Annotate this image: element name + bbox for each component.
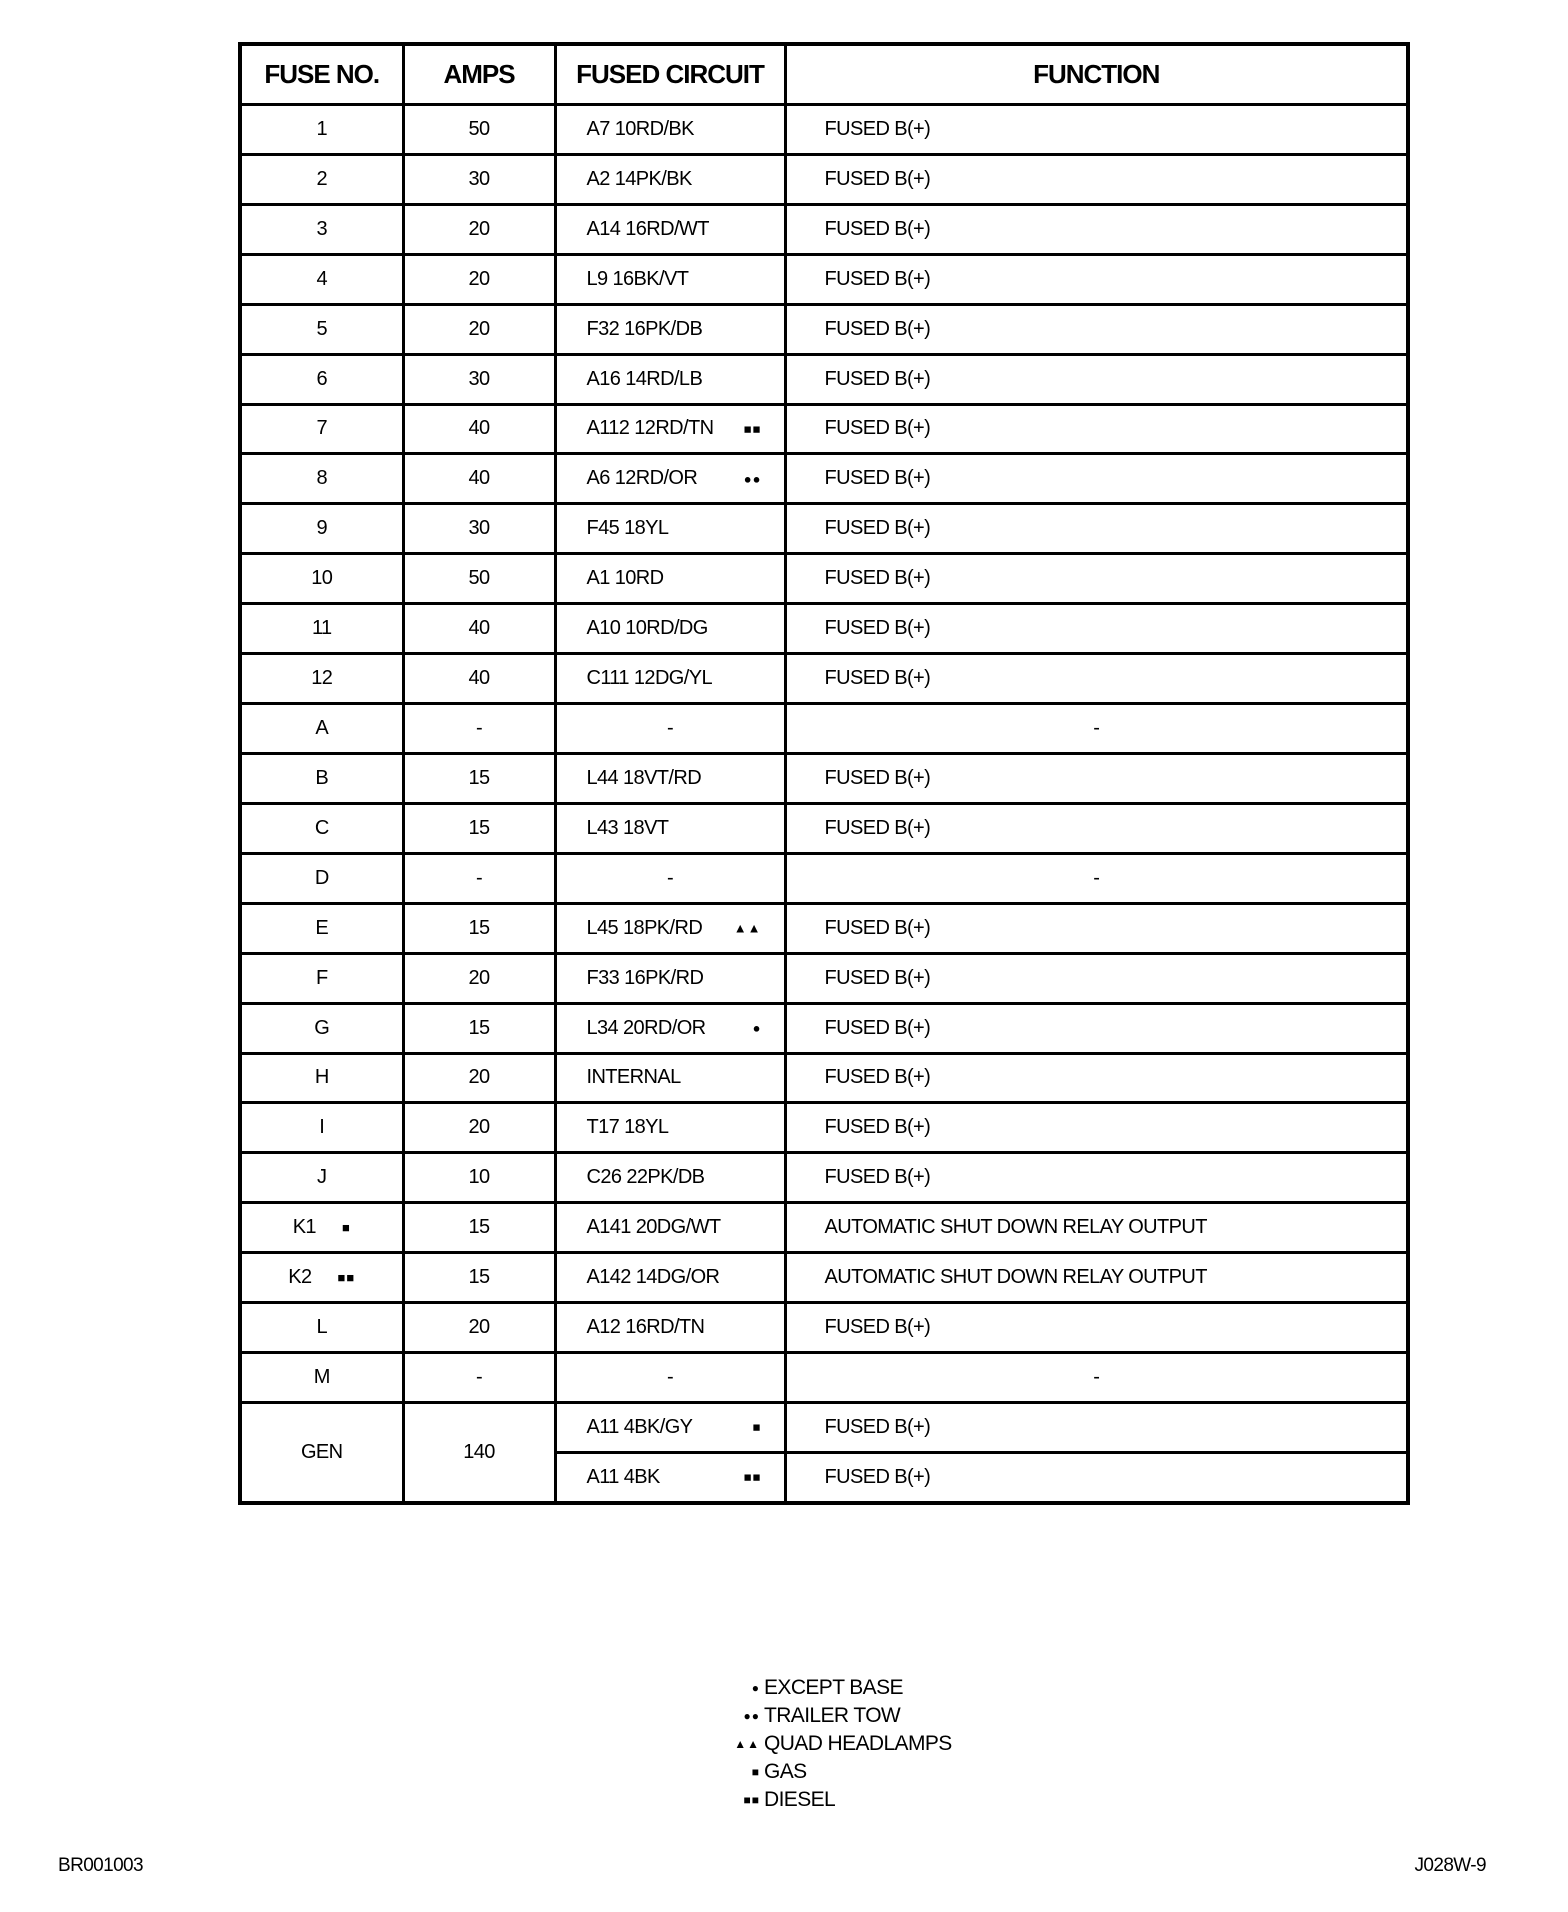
fuse-number: D — [314, 866, 329, 889]
fuse-number: E — [315, 916, 329, 939]
fused-circuit: C111 12DG/YL — [586, 667, 712, 690]
fuse-number-cell — [240, 1003, 403, 1053]
fuse-number-cell: GEN — [240, 1402, 403, 1503]
table-row — [240, 1303, 1408, 1353]
fused-circuit-cell — [555, 803, 785, 853]
table-row — [240, 853, 1408, 903]
fuse-mark-symbol: ■■ — [337, 1270, 356, 1286]
function-cell: FUSED B(+) — [785, 304, 1408, 354]
fuse-number: 10 — [311, 567, 333, 590]
fused-circuit-cell — [555, 753, 785, 803]
fused-circuit-cell — [555, 1303, 785, 1353]
circuit-mark-symbol: ● — [752, 1020, 762, 1036]
function-cell: FUSED B(+) — [785, 254, 1408, 304]
fused-circuit-cell — [555, 1153, 785, 1203]
fused-circuit-cell — [555, 1053, 785, 1103]
fused-circuit-cell — [555, 1452, 785, 1503]
function-cell: FUSED B(+) — [785, 454, 1408, 504]
fuse-number: J — [317, 1166, 327, 1189]
fused-circuit-cell — [555, 1203, 785, 1253]
function-cell: FUSED B(+) — [785, 154, 1408, 204]
fuse-number: 5 — [316, 317, 328, 340]
legend-symbol: ■ — [751, 1765, 760, 1779]
fuse-number-cell — [240, 753, 403, 803]
amps-cell: 15 — [403, 1203, 555, 1253]
function-cell: FUSED B(+) — [785, 404, 1408, 454]
amps-cell: - — [403, 853, 555, 903]
fused-circuit-cell — [555, 654, 785, 704]
amps-cell: 20 — [403, 204, 555, 254]
fused-circuit-cell — [555, 903, 785, 953]
amps-cell: 40 — [403, 454, 555, 504]
fuse-table — [238, 42, 1410, 1505]
fuse-number-cell — [240, 1053, 403, 1103]
function-cell: FUSED B(+) — [785, 1402, 1408, 1452]
amps-cell: 30 — [403, 354, 555, 404]
function-cell: FUSED B(+) — [785, 1303, 1408, 1353]
fuse-number: G — [314, 1016, 330, 1039]
figure-code-left: BR001003 — [58, 1855, 143, 1876]
legend-label: QUAD HEADLAMPS — [764, 1732, 952, 1755]
amps-cell: 10 — [403, 1153, 555, 1203]
fuse-mark-symbol: ■ — [341, 1220, 351, 1236]
function-cell: FUSED B(+) — [785, 1452, 1408, 1503]
amps-cell: 15 — [403, 1003, 555, 1053]
fused-circuit-cell — [555, 404, 785, 454]
fused-circuit-cell — [555, 1353, 785, 1403]
table-row — [240, 154, 1408, 204]
fused-circuit: A16 14RD/LB — [586, 367, 703, 390]
table-row — [240, 1103, 1408, 1153]
amps-cell: 15 — [403, 1253, 555, 1303]
legend-item — [728, 1758, 952, 1786]
function-cell: FUSED B(+) — [785, 604, 1408, 654]
fused-circuit-cell — [555, 504, 785, 554]
legend-label: DIESEL — [764, 1788, 836, 1811]
fused-circuit: A10 10RD/DG — [586, 617, 708, 640]
table-row — [240, 504, 1408, 554]
legend-symbol: ▲▲ — [734, 1737, 760, 1751]
legend-symbol: ■■ — [743, 1793, 760, 1807]
amps-cell: 20 — [403, 304, 555, 354]
fused-circuit: A6 12RD/OR — [586, 467, 698, 490]
legend-symbol: ●● — [743, 1709, 760, 1723]
fused-circuit: - — [666, 866, 674, 889]
fuse-number-cell — [240, 903, 403, 953]
table-row — [240, 1003, 1408, 1053]
fuse-number-cell — [240, 554, 403, 604]
function-cell: - — [785, 704, 1408, 754]
table-row — [240, 304, 1408, 354]
table-row — [240, 753, 1408, 803]
amps-cell: 15 — [403, 753, 555, 803]
fuse-number: M — [313, 1366, 330, 1388]
function-cell: FUSED B(+) — [785, 803, 1408, 853]
fuse-number-cell — [240, 654, 403, 704]
table-row — [240, 1153, 1408, 1203]
fused-circuit: L45 18PK/RD — [586, 916, 703, 939]
function-cell: FUSED B(+) — [785, 953, 1408, 1003]
table-row — [240, 354, 1408, 404]
fused-circuit: INTERNAL — [586, 1066, 681, 1089]
fused-circuit-cell — [555, 354, 785, 404]
fuse-table-body — [240, 105, 1408, 1504]
fuse-number-cell — [240, 154, 403, 204]
fuse-number-cell — [240, 105, 403, 155]
fused-circuit: C26 22PK/DB — [586, 1166, 705, 1189]
table-row — [240, 604, 1408, 654]
fuse-number-cell — [240, 354, 403, 404]
function-cell: FUSED B(+) — [785, 554, 1408, 604]
fuse-number-cell — [240, 1153, 403, 1203]
amps-cell: 20 — [403, 953, 555, 1003]
fused-circuit: A14 16RD/WT — [586, 217, 709, 240]
amps-cell: - — [403, 1353, 555, 1403]
fused-circuit-cell — [555, 254, 785, 304]
amps-cell: 50 — [403, 554, 555, 604]
fuse-number-cell — [240, 1203, 403, 1253]
amps-cell: 30 — [403, 154, 555, 204]
circuit-mark-symbol: ▲▲ — [733, 920, 762, 936]
amps-cell: 20 — [403, 254, 555, 304]
fuse-number-cell — [240, 1303, 403, 1353]
fuse-number-cell — [240, 853, 403, 903]
fused-circuit: L34 20RD/OR — [586, 1016, 706, 1039]
fused-circuit-cell — [555, 1253, 785, 1303]
legend-item — [728, 1786, 952, 1814]
amps-cell: 40 — [403, 404, 555, 454]
fuse-number: 6 — [316, 367, 328, 390]
fuse-number-cell — [240, 604, 403, 654]
function-cell: FUSED B(+) — [785, 105, 1408, 155]
fused-circuit: A112 12RD/TN — [586, 417, 714, 440]
function-cell: FUSED B(+) — [785, 504, 1408, 554]
legend-label: EXCEPT BASE — [764, 1676, 903, 1699]
amps-cell: 50 — [403, 105, 555, 155]
fused-circuit: A141 20DG/WT — [586, 1216, 721, 1239]
function-cell: FUSED B(+) — [785, 903, 1408, 953]
figure-code-right: J028W-9 — [1414, 1855, 1486, 1876]
amps-cell: 20 — [403, 1103, 555, 1153]
fuse-number: K1 — [292, 1216, 316, 1239]
fused-circuit-cell — [555, 604, 785, 654]
fused-circuit: A11 4BK/GY — [586, 1415, 693, 1438]
fuse-number-cell — [240, 704, 403, 754]
fused-circuit: F33 16PK/RD — [586, 966, 704, 989]
fused-circuit: F32 16PK/DB — [586, 317, 703, 340]
fuse-number: K2 — [288, 1266, 312, 1289]
amps-cell: 15 — [403, 803, 555, 853]
fuse-number: 7 — [316, 417, 328, 440]
table-row — [240, 554, 1408, 604]
table-row — [240, 953, 1408, 1003]
fuse-number-cell — [240, 953, 403, 1003]
fused-circuit: A142 14DG/OR — [586, 1266, 720, 1289]
fused-circuit-cell — [555, 554, 785, 604]
circuit-mark-symbol: ■ — [752, 1419, 762, 1435]
legend-symbol: ● — [751, 1681, 760, 1695]
table-row — [240, 1253, 1408, 1303]
fuse-number: H — [314, 1066, 329, 1089]
header-fused-circuit: FUSED CIRCUIT — [555, 44, 785, 105]
table-row — [240, 105, 1408, 155]
table-row — [240, 803, 1408, 853]
fuse-number: 9 — [316, 517, 328, 540]
fuse-number: 11 — [311, 617, 332, 640]
amps-cell: 140 — [403, 1402, 555, 1503]
fuse-number: L — [316, 1316, 328, 1339]
legend-label: TRAILER TOW — [764, 1704, 901, 1727]
table-row — [240, 654, 1408, 704]
legend-item — [728, 1730, 952, 1758]
function-cell: AUTOMATIC SHUT DOWN RELAY OUTPUT — [785, 1203, 1408, 1253]
function-cell: FUSED B(+) — [785, 354, 1408, 404]
function-cell: - — [785, 1353, 1408, 1403]
header-function: FUNCTION — [785, 44, 1408, 105]
function-cell: FUSED B(+) — [785, 1003, 1408, 1053]
table-row — [240, 454, 1408, 504]
fuse-number: 4 — [316, 267, 328, 290]
function-cell: AUTOMATIC SHUT DOWN RELAY OUTPUT — [785, 1253, 1408, 1303]
amps-cell: 30 — [403, 504, 555, 554]
table-row — [240, 404, 1408, 454]
fused-circuit: F45 18YL — [586, 517, 669, 540]
function-cell: FUSED B(+) — [785, 204, 1408, 254]
fused-circuit-cell — [555, 105, 785, 155]
fuse-number: 1 — [316, 117, 328, 140]
function-cell: - — [785, 853, 1408, 903]
fused-circuit-cell — [555, 304, 785, 354]
table-row — [240, 1203, 1408, 1253]
fused-circuit-cell — [555, 204, 785, 254]
fused-circuit: A11 4BK — [586, 1465, 660, 1488]
circuit-mark-symbol: ■■ — [743, 421, 762, 437]
legend-item — [728, 1702, 952, 1730]
fused-circuit-cell — [555, 1402, 785, 1452]
fused-circuit: A1 10RD — [586, 567, 664, 590]
header-fuse-no: FUSE NO. — [240, 44, 403, 105]
fuse-number-cell — [240, 254, 403, 304]
fuse-number: 3 — [316, 217, 328, 240]
fused-circuit: A12 16RD/TN — [586, 1316, 705, 1339]
fused-circuit-cell — [555, 1003, 785, 1053]
fuse-number-cell — [240, 1253, 403, 1303]
fuse-number: F — [315, 966, 328, 989]
function-cell: FUSED B(+) — [785, 1103, 1408, 1153]
legend-label: GAS — [764, 1760, 807, 1783]
fuse-number: 8 — [316, 467, 328, 490]
fuse-number-cell — [240, 1103, 403, 1153]
fused-circuit: L9 16BK/VT — [586, 267, 689, 290]
function-cell: FUSED B(+) — [785, 753, 1408, 803]
fused-circuit-cell — [555, 853, 785, 903]
fuse-number: I — [319, 1116, 325, 1139]
amps-cell: 15 — [403, 903, 555, 953]
fused-circuit-cell — [555, 454, 785, 504]
fuse-number-cell — [240, 404, 403, 454]
fused-circuit: L43 18VT — [586, 816, 669, 839]
circuit-mark-symbol: ■■ — [743, 1469, 762, 1485]
table-row — [240, 1053, 1408, 1103]
fused-circuit: - — [666, 1366, 674, 1388]
fuse-number: 2 — [316, 167, 328, 190]
fused-circuit: T17 18YL — [586, 1116, 669, 1139]
function-cell: FUSED B(+) — [785, 1153, 1408, 1203]
fused-circuit: A2 14PK/BK — [586, 167, 692, 190]
header-amps: AMPS — [403, 44, 555, 105]
amps-cell: 40 — [403, 654, 555, 704]
fuse-number-cell — [240, 304, 403, 354]
legend — [728, 1674, 952, 1814]
amps-cell: - — [403, 704, 555, 754]
table-row-gen — [240, 1402, 1408, 1452]
fuse-number-cell — [240, 204, 403, 254]
amps-cell: 20 — [403, 1303, 555, 1353]
function-cell: FUSED B(+) — [785, 1053, 1408, 1103]
legend-item — [728, 1674, 952, 1702]
table-row — [240, 204, 1408, 254]
table-row — [240, 254, 1408, 304]
fused-circuit: A7 10RD/BK — [586, 117, 694, 140]
fused-circuit-cell — [555, 1103, 785, 1153]
fuse-number: B — [315, 766, 329, 789]
fuse-number-cell — [240, 1353, 403, 1403]
fuse-number: A — [315, 717, 329, 740]
fused-circuit-cell — [555, 154, 785, 204]
fuse-number-cell — [240, 504, 403, 554]
fused-circuit: - — [666, 717, 674, 740]
circuit-mark-symbol: ●● — [743, 471, 762, 487]
function-cell: FUSED B(+) — [785, 654, 1408, 704]
fuse-number-cell — [240, 454, 403, 504]
table-row — [240, 903, 1408, 953]
table-row — [240, 704, 1408, 754]
fuse-number-cell — [240, 803, 403, 853]
table-header-row — [240, 44, 1408, 105]
amps-cell: 40 — [403, 604, 555, 654]
fused-circuit-cell — [555, 953, 785, 1003]
amps-cell: 20 — [403, 1053, 555, 1103]
fuse-number: C — [314, 816, 329, 839]
fused-circuit-cell — [555, 704, 785, 754]
fused-circuit: L44 18VT/RD — [586, 766, 702, 789]
fuse-number: 12 — [311, 667, 333, 690]
table-row — [240, 1353, 1408, 1403]
